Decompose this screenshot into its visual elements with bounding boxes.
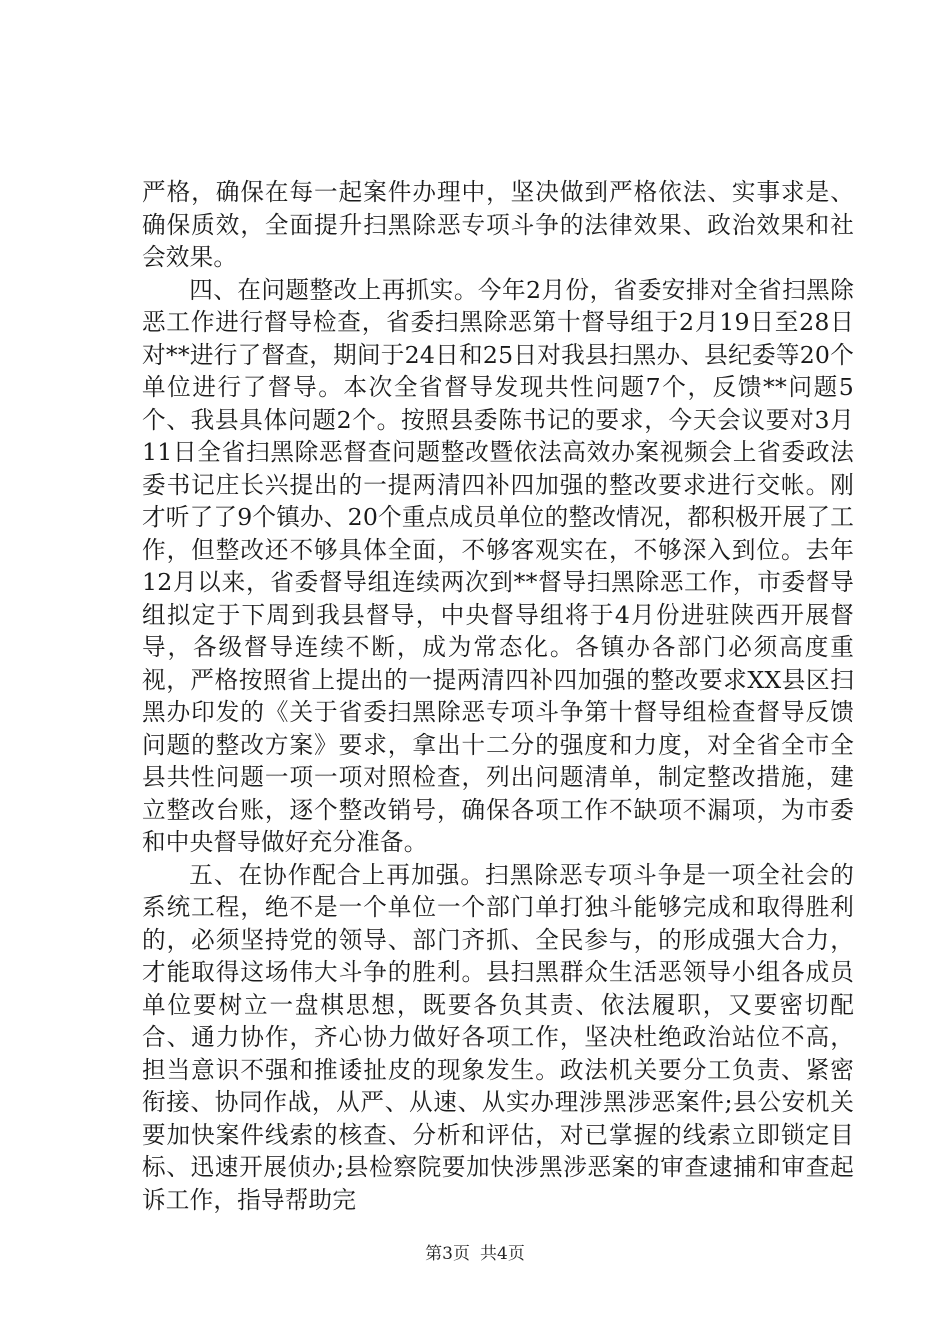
page-number: 第3页 xyxy=(425,1244,470,1264)
paragraph-section-four: 四、在问题整改上再抓实。今年2月份，省委安排对全省扫黑除恶工作进行督导检查，省委扫黑除恶第十督导组于2月19日至28日对**进行了督查，期间于24日和25日对我县扫黑办、县纪委等20个单位进行了督导。本次全省督导发现共性问题7个，反馈**问题5个、我县具体问题2个。按照县委陈书记的要求，今天会议要对3月11日全省扫黑除恶督查问题整改暨依法高效办案视频会上省委政法委书记庄长兴提出的一提两清四补四加强的整改要求进行交帐。刚才听了了9个镇办、20个重点成员单位的整改情况，都积极开展了工作，但整改还不够具体全面，不够客观实在，不够深入到位。去年12月以来，省委督导组连续两次到**督导扫黑除恶工作，市委督导组拟定于下周到我县督导，中央督导组将于4月份进驻陕西开展督导，各级督导连续不断，成为常态化。各镇办各部门必须高度重视，严格按照省上提出的一提两清四补四加强的整改要求XX县区扫黑办印发的《关于省委扫黑除恶专项斗争第十督导组检查督导反馈问题的整改方案》要求，拿出十二分的强度和力度，对全省全市全县共性问题一项一项对照检查，列出问题清单，制定整改措施，建立整改台账，逐个整改销号，确保各项工作不缺项不漏项，为市委和中央督导做好充分准备。 xyxy=(142,275,854,856)
page-footer xyxy=(0,1243,950,1265)
paragraph-continuation: 严格，确保在每一起案件办理中，坚决做到严格依法、实事求是、确保质效，全面提升扫黑除恶专项斗争的法律效果、政治效果和社会效果。 xyxy=(142,178,854,271)
document-body xyxy=(142,176,854,1216)
page-total: 共4页 xyxy=(480,1244,525,1264)
paragraph-section-five: 五、在协作配合上再加强。扫黑除恶专项斗争是一项全社会的系统工程，绝不是一个单位一个部门单打独斗能够完成和取得胜利的，必须坚持党的领导、部门齐抓、全民参与，的形成强大合力，才能取得这场伟大斗争的胜利。县扫黑群众生活恶领导小组各成员单位要树立一盘棋思想，既要各负其责、依法履职，又要密切配合、通力协作，齐心协力做好各项工作，坚决杜绝政治站位不高，担当意识不强和推诿扯皮的现象发生。政法机关要分工负责、紧密衔接、协同作战，从严、从速、从实办理涉黑涉恶案件;县公安机关要加快案件线索的核查、分析和评估，对已掌握的线索立即锁定目标、迅速开展侦办;县检察院要加快涉黑涉恶案的审查逮捕和审查起诉工作，指导帮助完 xyxy=(142,860,854,1214)
